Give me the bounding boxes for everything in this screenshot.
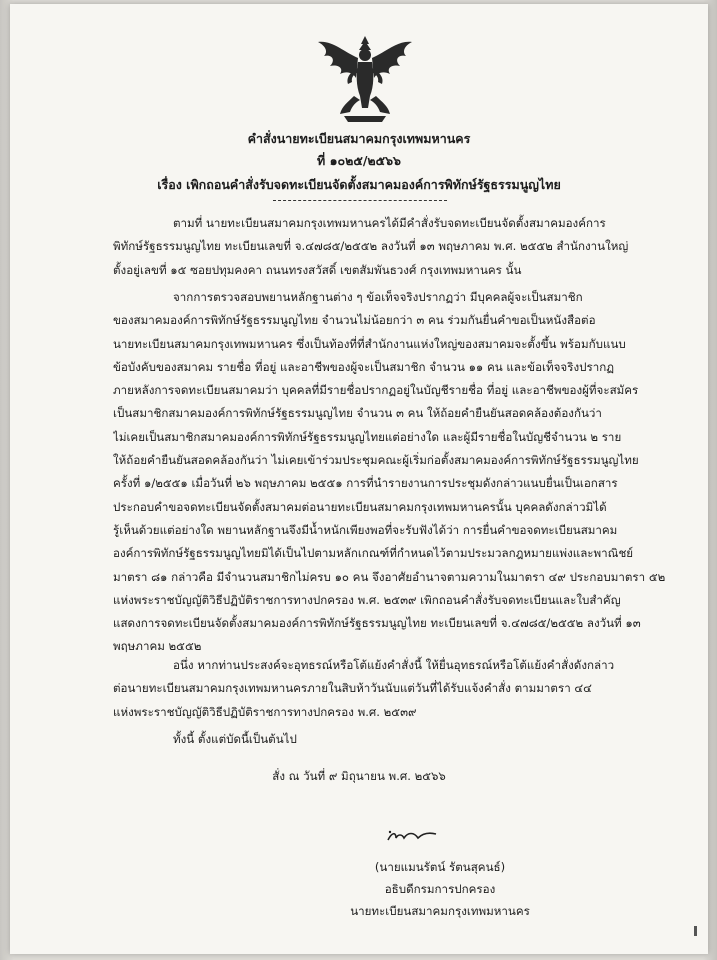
text-line: ภายหลังการจดทะเบียนสมาคมว่า บุคคลที่มีรายชื่อปรากฏอยู่ในบัญชีรายชื่อ ที่อยู่ และอาชีพของผู้ที่จะสมัคร — [113, 383, 639, 398]
text-line: ตามที่ นายทะเบียนสมาคมกรุงเทพมหานครได้มีคำสั่งรับจดทะเบียนจัดตั้งสมาคมองค์การ — [173, 216, 606, 230]
text-line: องค์การพิทักษ์รัฐธรรมนูญไทยมิได้เป็นไปตามหลักเกณฑ์ที่กำหนดไว้ตามประมวลกฎหมายแพ่งและพาณิชย์ — [113, 546, 634, 561]
signature-icon — [384, 826, 444, 846]
text-line: ครั้งที่ ๑/๒๕๕๑ เมื่อวันที่ ๒๖ พฤษภาคม ๒๕๕๑ การที่นำรายงานการประชุมดังกล่าวแนบยื่นเป็นเอกสาร — [113, 476, 618, 491]
text-line: ของสมาคมองค์การพิทักษ์รัฐธรรมนูญไทย จำนวนไม่น้อยกว่า ๓ คน ร่วมกันยื่นคำขอเป็นหนังสือต่อ — [113, 313, 596, 328]
effective-clause — [113, 728, 673, 751]
text-line: แห่งพระราชบัญญัติวิธีปฏิบัติราชการทางปกครอง พ.ศ. ๒๕๓๙ — [113, 704, 417, 719]
paragraph-2 — [113, 286, 673, 659]
text-line: จากการตรวจสอบพยานหลักฐานต่าง ๆ ข้อเท็จจริงปรากฏว่า มีบุคคลผู้จะเป็นสมาชิก — [173, 290, 583, 304]
text-line: รู้เห็นด้วยแต่อย่างใด พยานหลักฐานจึงมีน้ำหนักเพียงพอที่จะรับฟังได้ว่า การยื่นคำขอจดทะเบียนสมาคม — [113, 522, 618, 537]
text-line: อนึ่ง หากท่านประสงค์จะอุทธรณ์หรือโต้แย้งคำสั่งนี้ ให้ยื่นอุทธรณ์หรือโต้แย้งคำสั่งดังกล่าว — [173, 658, 615, 672]
sign-date: สั่ง ณ วันที่ ๙ มิถุนายน พ.ศ. ๒๕๖๖ — [272, 769, 446, 783]
divider — [273, 200, 447, 201]
text-line: ให้ถ้อยคำยืนยันสอดคล้องกันว่า ไม่เคยเข้าร่วมประชุมคณะผู้เริ่มก่อตั้งสมาคมองค์การพิทักษ์รัฐธรรมนูญไทย — [113, 453, 639, 468]
text-line: ข้อบังคับของสมาคม รายชื่อ ที่อยู่ และอาชีพของผู้จะเป็นสมาชิก จำนวน ๑๑ คน และข้อเท็จจริงปรากฏ — [113, 359, 615, 374]
order-issuer: คำสั่งนายทะเบียนสมาคมกรุงเทพมหานคร — [247, 131, 471, 146]
text-line: นายทะเบียนสมาคมกรุงเทพมหานคร ซึ่งเป็นท้องที่ที่สำนักงานแห่งใหญ่ของสมาคมจะตั้งขึ้น พร้อมกับแนบ — [113, 336, 626, 351]
text-line: ทั้งนี้ ตั้งแต่บัดนี้เป็นต้นไป — [173, 732, 297, 746]
document-page — [10, 4, 708, 954]
order-number: ที่ ๑๐๒๕/๒๕๖๖ — [317, 153, 401, 168]
paragraph-3 — [113, 654, 673, 724]
garuda-emblem-icon — [314, 34, 416, 124]
text-line: แห่งพระราชบัญญัติวิธีปฏิบัติราชการทางปกครอง พ.ศ. ๒๕๓๙ เพิกถอนคำสั่งรับจดทะเบียนและใบสำคัญ — [113, 592, 621, 607]
text-line: พิทักษ์รัฐธรรมนูญไทย ทะเบียนเลขที่ จ.๔๗๘๕/๒๕๕๒ ลงวันที่ ๑๓ พฤษภาคม พ.ศ. ๒๕๕๒ สำนักงานใหญ่ — [113, 239, 629, 254]
text-line: มาตรา ๘๑ กล่าวคือ มีจำนวนสมาชิกไม่ครบ ๑๐ คน จึงอาศัยอำนาจตามความในมาตรา ๔๙ ประกอบมาตรา ๕๒ — [113, 569, 666, 584]
signer-role: นายทะเบียนสมาคมกรุงเทพมหานคร — [350, 904, 530, 918]
text-line: พฤษภาคม ๒๕๕๒ — [113, 639, 202, 654]
text-line: แสดงการจดทะเบียนจัดตั้งสมาคมองค์การพิทักษ์รัฐธรรมนูญไทย ทะเบียนเลขที่ จ.๔๗๘๕/๒๕๕๒ ลงวันที่ ๑๓ — [113, 616, 641, 631]
text-line: ตั้งอยู่เลขที่ ๑๕ ซอยปทุมคงคา ถนนทรงสวัสดิ์ เขตสัมพันธวงศ์ กรุงเทพมหานคร นั้น — [113, 262, 522, 277]
signer-name: (นายแมนรัตน์ รัตนสุคนธ์) — [374, 860, 506, 874]
text-line: ประกอบคำขอจดทะเบียนจัดตั้งสมาคมต่อนายทะเบียนสมาคมกรุงเทพมหานครนั้น บุคคลดังกล่าวมิได้ — [113, 499, 607, 514]
text-line: ไม่เคยเป็นสมาชิกสมาคมองค์การพิทักษ์รัฐธรรมนูญไทยแต่อย่างใด และผู้มีรายชื่อในบัญชีจำนวน ๒ ราย — [113, 429, 622, 444]
margin-mark — [694, 926, 697, 936]
text-line: เป็นสมาชิกสมาคมองค์การพิทักษ์รัฐธรรมนูญไทย จำนวน ๓ คน ให้ถ้อยคำยืนยันสอดคล้องต้องกันว่า — [113, 406, 602, 421]
order-subject: เรื่อง เพิกถอนคำสั่งรับจดทะเบียนจัดตั้งสมาคมองค์การพิทักษ์รัฐธรรมนูญไทย — [157, 177, 561, 192]
signer-title: อธิบดีกรมการปกครอง — [384, 882, 496, 896]
paragraph-1 — [113, 212, 673, 282]
text-line: ต่อนายทะเบียนสมาคมกรุงเทพมหานครภายในสิบห้าวันนับแต่วันที่ได้รับแจ้งคำสั่ง ตามมาตรา ๔๔ — [113, 681, 592, 696]
